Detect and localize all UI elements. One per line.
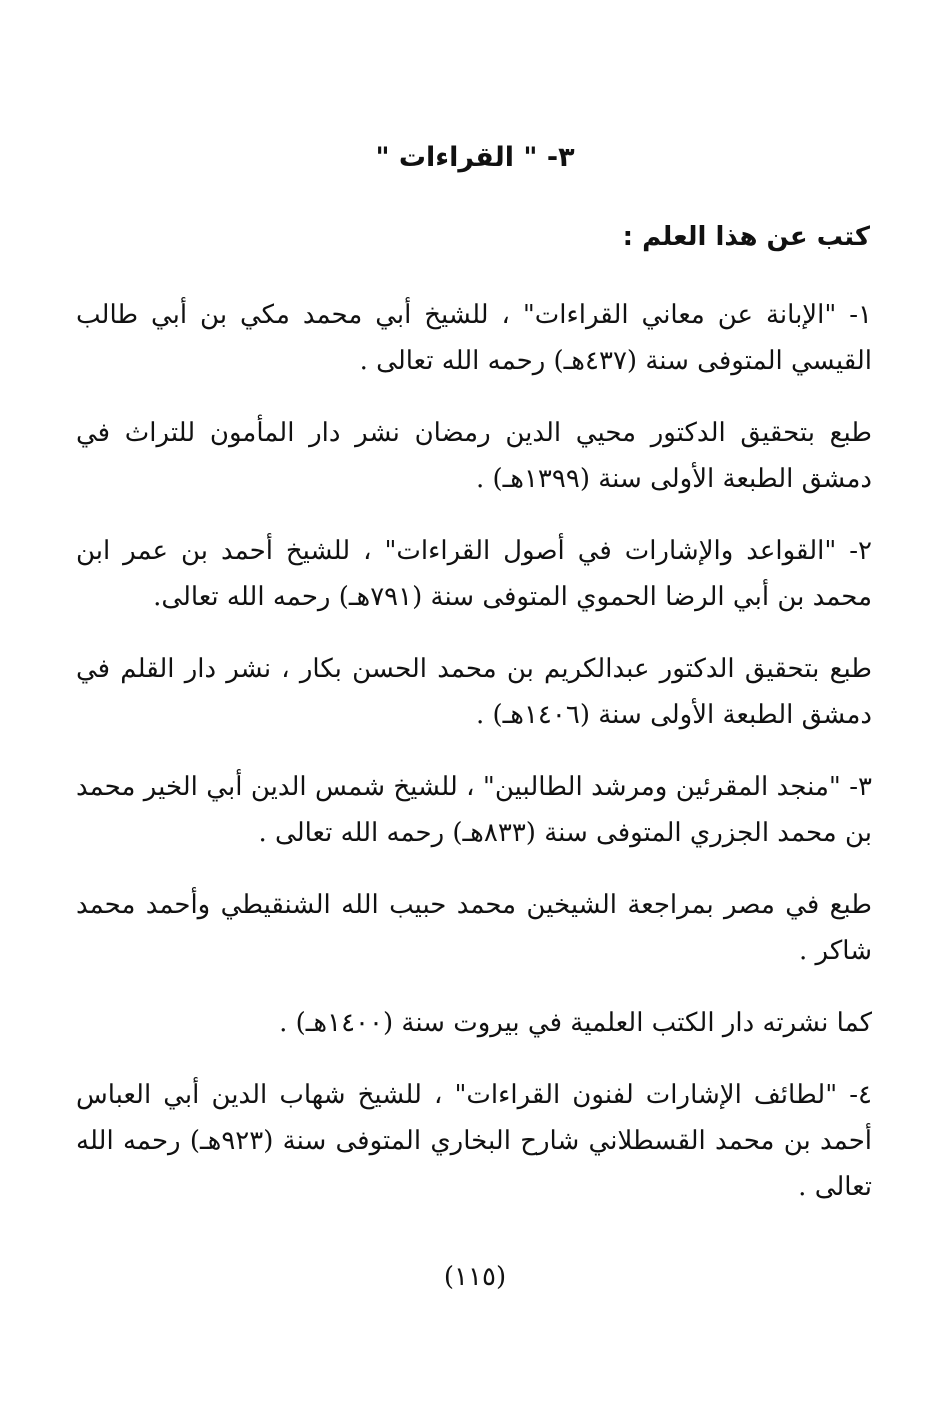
paragraph-book-1: ١- "الإبانة عن معاني القراءات" ، للشيخ أبي محمد مكي بن أبي طالب القيسي المتوفى سنة (٤٣٧هـ) رحمه الله تعالى . — [76, 300, 872, 376]
paragraph-book-2: ٢- "القواعد والإشارات في أصول القراءات" ، للشيخ أحمد بن عمر ابن محمد بن أبي الرضا الحموي المتوفى سنة (٧٩١هـ) رحمه الله تعالى. — [76, 536, 872, 612]
subheading: كتب عن هذا العلم : — [622, 222, 870, 252]
document-body — [76, 292, 872, 1236]
page-number: (١١٥) — [443, 1262, 507, 1292]
paragraph-book-3: ٣- "منجد المقرئين ومرشد الطالبين" ، للشيخ شمس الدين أبي الخير محمد بن محمد الجزري المتوفى سنة (٨٣٣هـ) رحمه الله تعالى . — [76, 772, 872, 848]
paragraph-book-4: ٤- "لطائف الإشارات لفنون القراءات" ، للشيخ شهاب الدين أبي العباس أحمد بن محمد القسطلاني شارح البخاري المتوفى سنة (٩٢٣هـ) رحمه الله تعالى . — [76, 1080, 873, 1202]
paragraph-edition-3b: كما نشرته دار الكتب العلمية في بيروت سنة (١٤٠٠هـ) . — [279, 1008, 872, 1038]
section-heading: ٣- " القراءات " — [375, 142, 575, 173]
paragraph-edition-2: طبع بتحقيق الدكتور عبدالكريم بن محمد الحسن بكار ، نشر دار القلم في دمشق الطبعة الأولى سنة (١٤٠٦هـ) . — [76, 654, 872, 730]
paragraph-edition-3: طبع في مصر بمراجعة الشيخين محمد حبيب الله الشنقيطي وأحمد محمد شاكر . — [76, 890, 872, 966]
paragraph-edition-1: طبع بتحقيق الدكتور محيي الدين رمضان نشر دار المأمون للتراث في دمشق الطبعة الأولى سنة (١٣٩٩هـ) . — [76, 418, 872, 494]
